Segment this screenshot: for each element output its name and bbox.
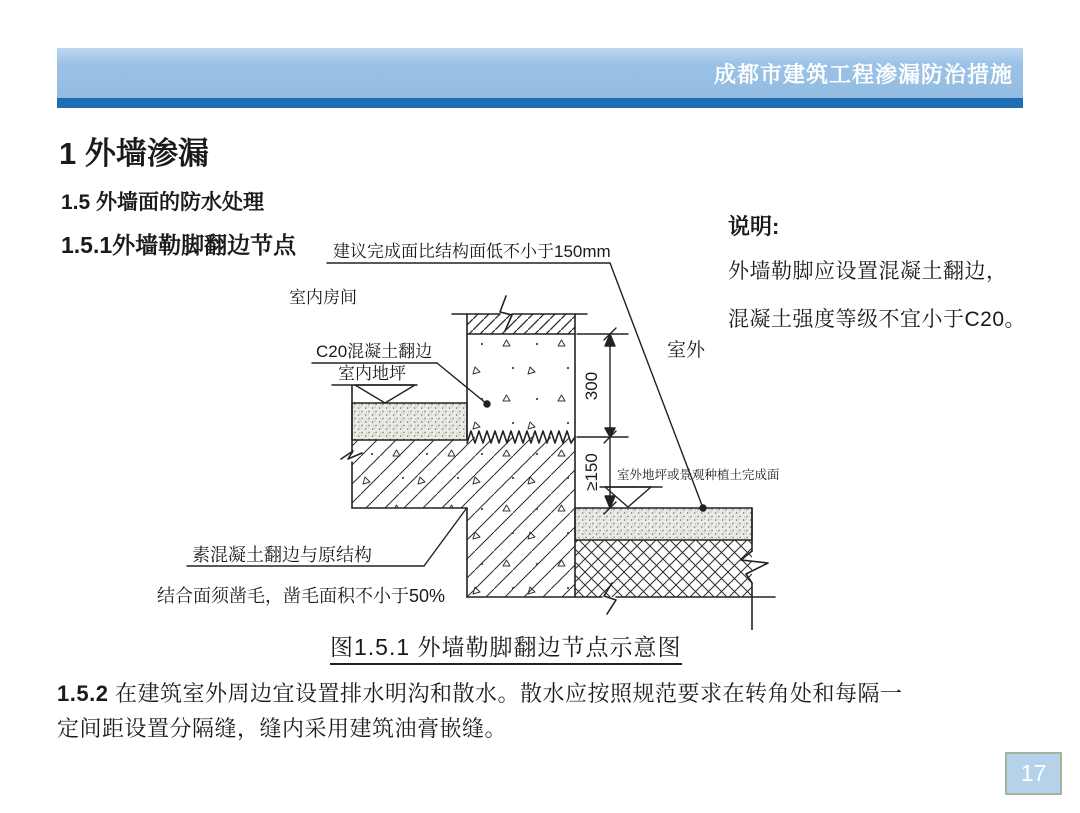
c20-concrete-flange-region bbox=[467, 334, 575, 437]
label-indoor-floor: 室内地坪 bbox=[338, 364, 406, 383]
paragraph-number: 1.5.2 bbox=[57, 681, 109, 706]
dim-300-label: 300 bbox=[582, 371, 601, 401]
paragraph-line-1: 在建筑室外周边宜设置排水明沟和散水。散水应按照规范要求在转角处和每隔一 bbox=[108, 681, 903, 706]
wall-upper-hatch-band bbox=[467, 314, 575, 334]
plinth-node-diagram bbox=[140, 230, 800, 630]
notes-title: 说明: bbox=[728, 214, 780, 239]
page-number: 17 bbox=[1020, 760, 1047, 786]
page-title: 1 外墙渗漏 bbox=[59, 136, 209, 171]
dim-150-label: ≥150 bbox=[582, 453, 601, 491]
label-outdoor: 室外 bbox=[667, 340, 706, 361]
outdoor-crosshatch-layer bbox=[575, 540, 752, 597]
label-plain-concrete: 素混凝土翻边与原结构 bbox=[192, 545, 372, 565]
label-outdoor-ground: 室外地坪或景观种植土完成面 bbox=[617, 468, 780, 482]
structure-hatch-specks bbox=[352, 437, 575, 597]
label-roughen: 结合面须凿毛，凿毛面积不小于50% bbox=[157, 586, 446, 606]
notes-line-1: 外墙勒脚应设置混凝土翻边， bbox=[728, 260, 1008, 283]
indoor-screed-layer bbox=[352, 403, 467, 440]
paragraph-1-5-2 bbox=[57, 676, 1019, 746]
figure-caption: 图1.5.1 外墙勒脚翻边节点示意图 bbox=[330, 629, 682, 665]
outdoor-ground-layer bbox=[575, 508, 752, 540]
label-c20-flange: C20混凝土翻边 bbox=[316, 342, 433, 361]
page-number-badge bbox=[1005, 752, 1062, 795]
subsection-heading: 1.5.1外墙勒脚翻边节点 bbox=[61, 232, 297, 258]
header-title: 成都市建筑工程渗漏防治措施 bbox=[713, 61, 1013, 87]
label-indoor-room: 室内房间 bbox=[289, 288, 357, 307]
indoor-level-symbol bbox=[332, 385, 417, 403]
label-top-annotation: 建议完成面比结构面低不小于150mm bbox=[333, 242, 611, 261]
section-heading: 1.5 外墙面的防水处理 bbox=[61, 191, 265, 214]
header-bar bbox=[57, 48, 1023, 98]
notes-line-2: 混凝土强度等级不宜小于C20。 bbox=[728, 308, 1027, 331]
paragraph-line-2: 定间距设置分隔缝，缝内采用建筑油膏嵌缝。 bbox=[57, 716, 508, 741]
header-stripe bbox=[57, 98, 1023, 108]
